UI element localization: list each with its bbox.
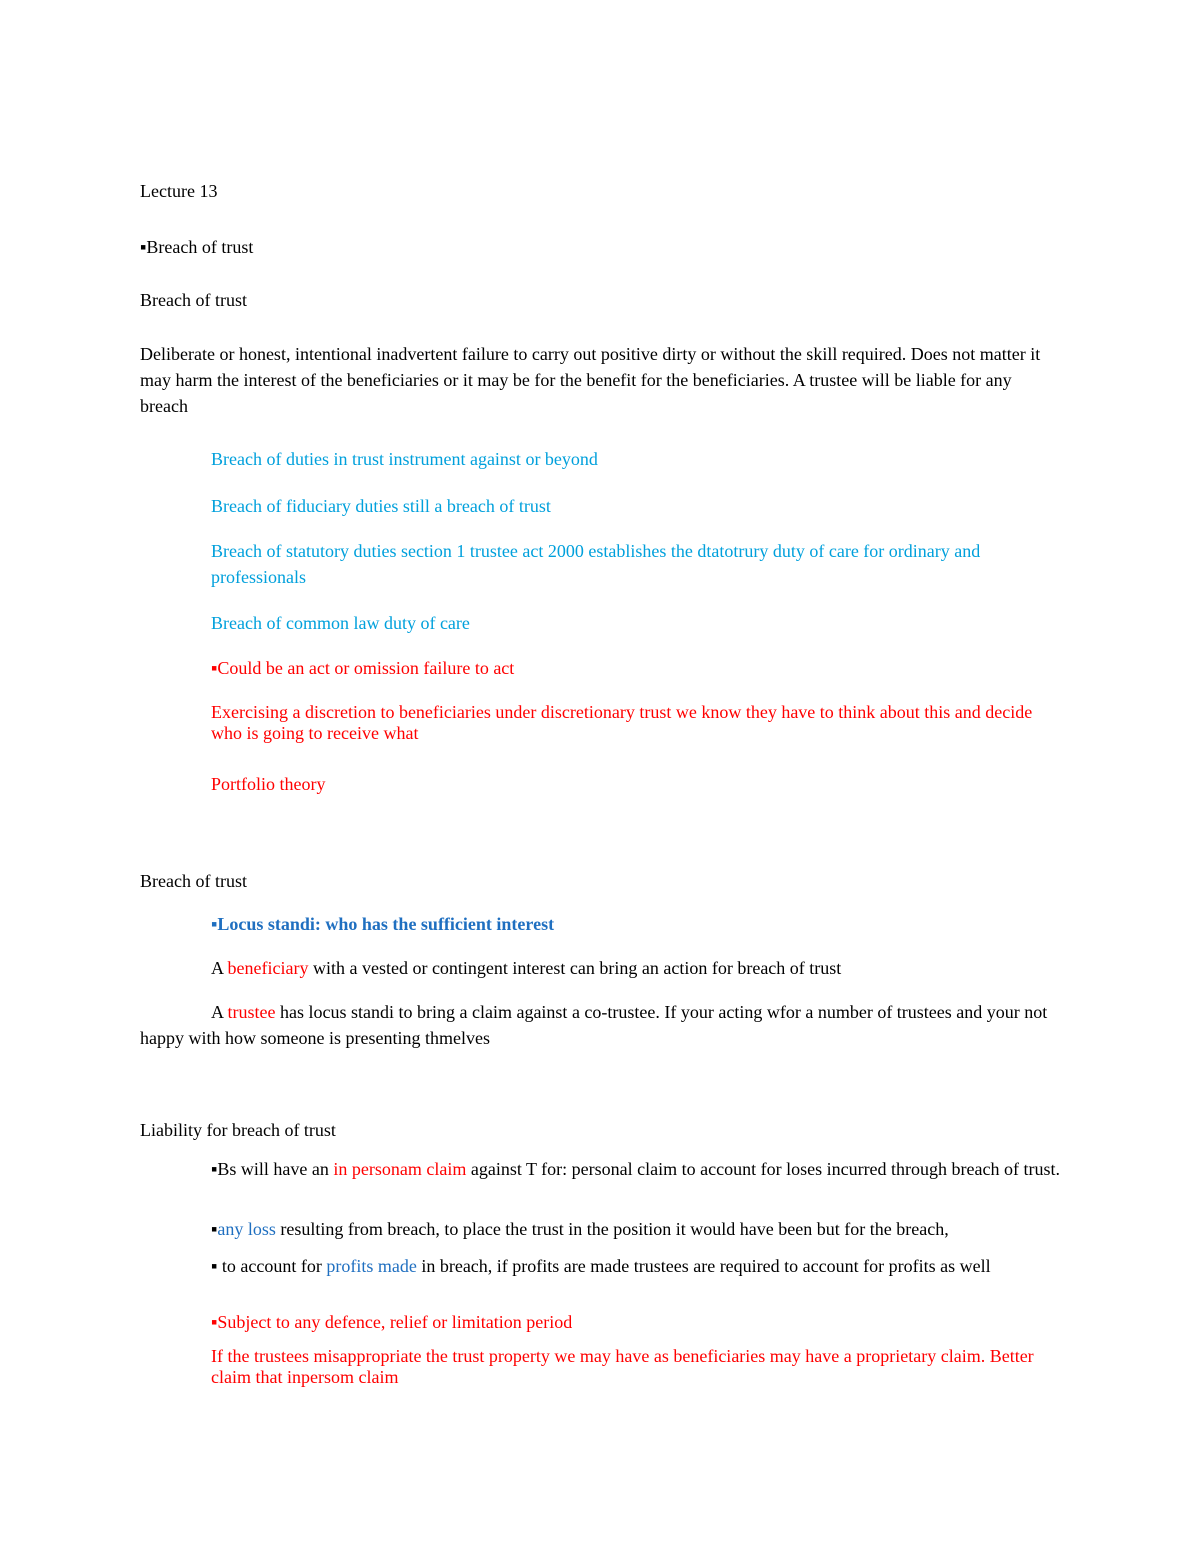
red-item-1: ▪Could be an act or omission failure to act [211,658,515,678]
in-personam-highlight: in personam claim [333,1159,467,1179]
lecture-title: Lecture 13 [140,181,218,201]
liability-item-5: If the trustees misappropriate the trust property we may have as beneficiaries may have a proprietary claim. Better claim that inpersom claim [211,1346,1034,1387]
liability-item-4: ▪Subject to any defence, relief or limitation period [211,1312,573,1332]
trustee-line: A trustee has locus standi to bring a claim against a co-trustee. If your acting wfor a number of trustees and your not happy with how someone is presenting thmelves [140,1002,1048,1048]
blue-item-2: Breach of fiduciary duties still a breach of trust [211,496,551,516]
section2-heading: Breach of trust [140,871,247,891]
beneficiary-line: A beneficiary with a vested or contingent interest can bring an action for breach of trust [211,958,842,978]
profits-made-highlight: profits made [326,1256,417,1276]
locus-standi-subheading: ▪Locus standi: who has the sufficient interest [211,914,555,934]
blue-item-4: Breach of common law duty of care [211,613,470,633]
trustee-highlight: trustee [227,1002,276,1022]
section3-heading: Liability for breach of trust [140,1120,336,1140]
section1-paragraph: Deliberate or honest, intentional inadvertent failure to carry out positive dirty or without the skill required. Does not matter it may harm the interest of the beneficiaries or it may be for the benefit for the beneficiaries. A trustee will be liable for any breach [140,344,1041,416]
red-item-2: Exercising a discretion to beneficiaries under discretionary trust we know they have to think about this and decide who is going to receive what [211,702,1033,743]
red-item-3: Portfolio theory [211,774,326,794]
section1-heading: Breach of trust [140,290,247,310]
blue-item-3: Breach of statutory duties section 1 trustee act 2000 establishes the dtatotrury duty of care for ordinary and professionals [211,541,981,587]
any-loss-highlight: any loss [217,1219,276,1239]
liability-item-3: ▪ to account for profits made in breach, if profits are made trustees are required to account for profits as well [211,1256,991,1276]
bullet-heading: ▪Breach of trust [140,237,254,257]
beneficiary-highlight: beneficiary [227,958,309,978]
liability-item-2: ▪any loss resulting from breach, to place the trust in the position it would have been but for the breach, [211,1219,949,1239]
liability-item-1: ▪Bs will have an in personam claim against T for: personal claim to account for loses incurred through breach of trust. [211,1159,1061,1179]
blue-item-1: Breach of duties in trust instrument against or beyond [211,449,598,469]
